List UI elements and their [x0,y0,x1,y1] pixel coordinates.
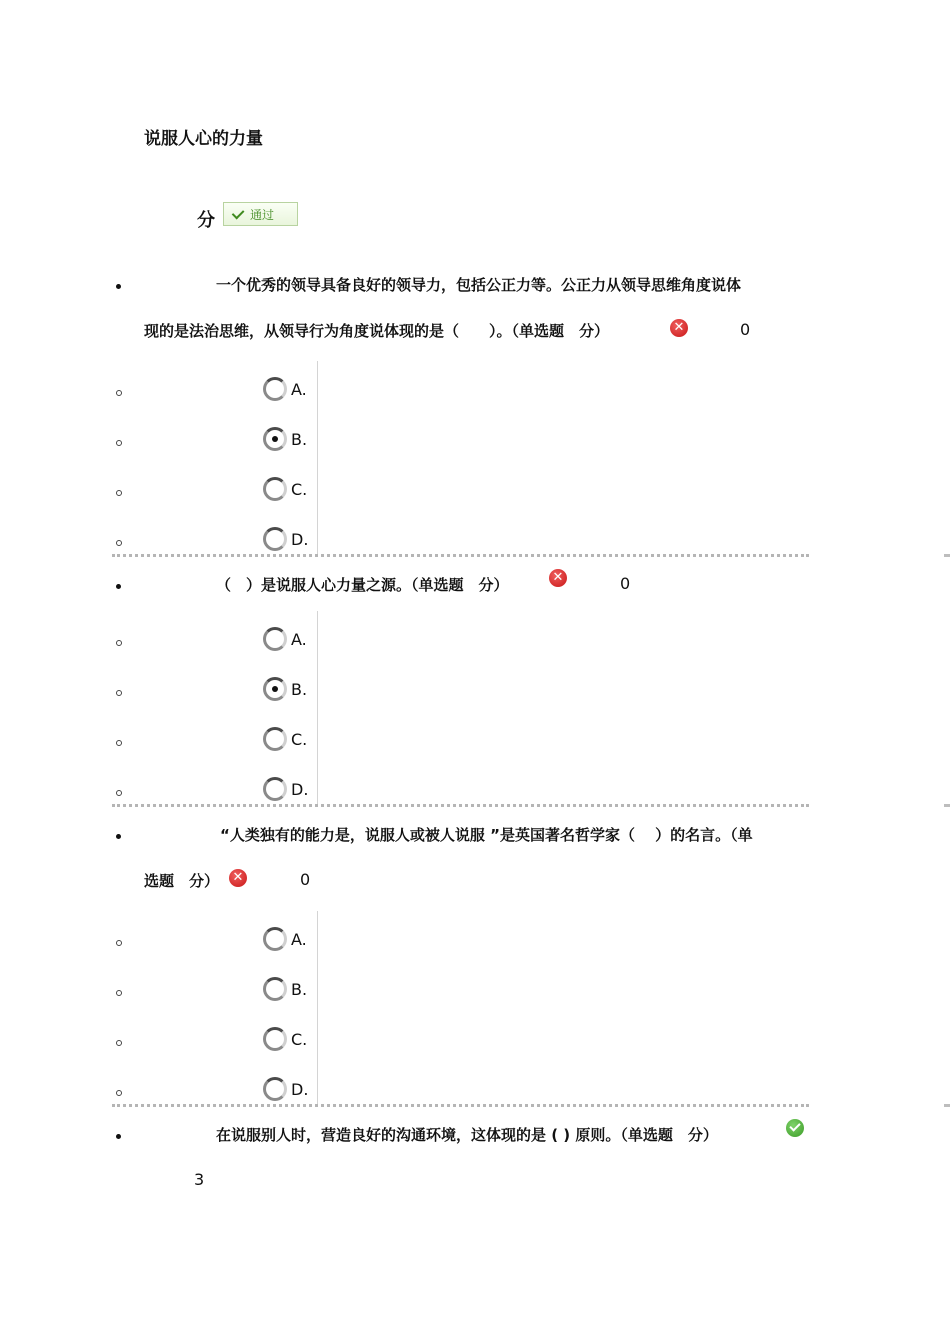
radio-button[interactable] [263,1027,287,1051]
option-label: D. [291,530,309,549]
divider [317,361,318,554]
edge-mark [944,1104,950,1107]
radio-button[interactable] [263,927,287,951]
bullet [116,284,121,289]
separator [112,1104,809,1107]
edge-mark [944,804,950,807]
list-marker [116,540,122,546]
radio-button[interactable] [263,977,287,1001]
correct-icon [786,1119,804,1137]
option-label: B. [291,680,308,699]
question-1-line-2: 现的是法治思维，从领导行为角度说体现的是（ ）。（单选题 分） [144,322,610,340]
radio-button-selected[interactable] [263,427,287,451]
list-marker [116,440,122,446]
list-marker [116,490,122,496]
list-marker [116,990,122,996]
question-4-line-1: 在说服别人时，营造良好的沟通环境，这体现的是 ( ) 原则。（单选题 分） [216,1126,718,1144]
option-label: D. [291,1080,309,1099]
option-label: A. [291,380,307,399]
wrong-icon: ✕ [229,869,247,887]
option-label: C. [291,480,308,499]
radio-button-selected[interactable] [263,677,287,701]
score-label: 分 [197,210,215,231]
question-2-score: 0 [620,574,631,593]
check-icon [232,206,245,219]
radio-button[interactable] [263,627,287,651]
list-marker [116,790,122,796]
question-1-line-1: 一个优秀的领导具备良好的领导力，包括公正力等。公正力从领导思维角度说体 [216,276,742,294]
divider [317,911,318,1104]
radio-button[interactable] [263,777,287,801]
radio-button[interactable] [263,527,287,551]
list-marker [116,1040,122,1046]
page-title: 说服人心的力量 [144,129,263,149]
wrong-icon: ✕ [670,319,688,337]
option-label: D. [291,780,309,799]
divider [317,611,318,804]
question-3-line-2: 选题 分） [144,872,220,890]
wrong-icon: ✕ [549,569,567,587]
question-3-score: 0 [300,870,311,889]
radio-button[interactable] [263,727,287,751]
separator [112,804,809,807]
bullet [116,834,121,839]
list-marker [116,940,122,946]
separator [112,554,809,557]
list-marker [116,640,122,646]
bullet [116,1134,121,1139]
option-label: B. [291,430,308,449]
radio-button[interactable] [263,1077,287,1101]
radio-button[interactable] [263,477,287,501]
list-marker [116,1090,122,1096]
option-label: A. [291,930,307,949]
bullet [116,584,121,589]
list-marker [116,740,122,746]
option-label: B. [291,980,308,999]
question-4-score: 3 [194,1170,205,1189]
list-marker [116,690,122,696]
question-1-score: 0 [740,320,751,339]
status-badge [223,202,298,226]
list-marker [116,390,122,396]
option-label: C. [291,730,308,749]
status-badge-text: 通过 [250,207,275,222]
option-label: A. [291,630,307,649]
question-3-line-1: “人类独有的能力是，说服人或被人说服 ”是英国著名哲学家（ ）的名言。（单 [220,826,753,844]
edge-mark [944,554,950,557]
radio-button[interactable] [263,377,287,401]
option-label: C. [291,1030,308,1049]
question-2-line-1: （ ）是说服人心力量之源。（单选题 分） [216,576,509,594]
